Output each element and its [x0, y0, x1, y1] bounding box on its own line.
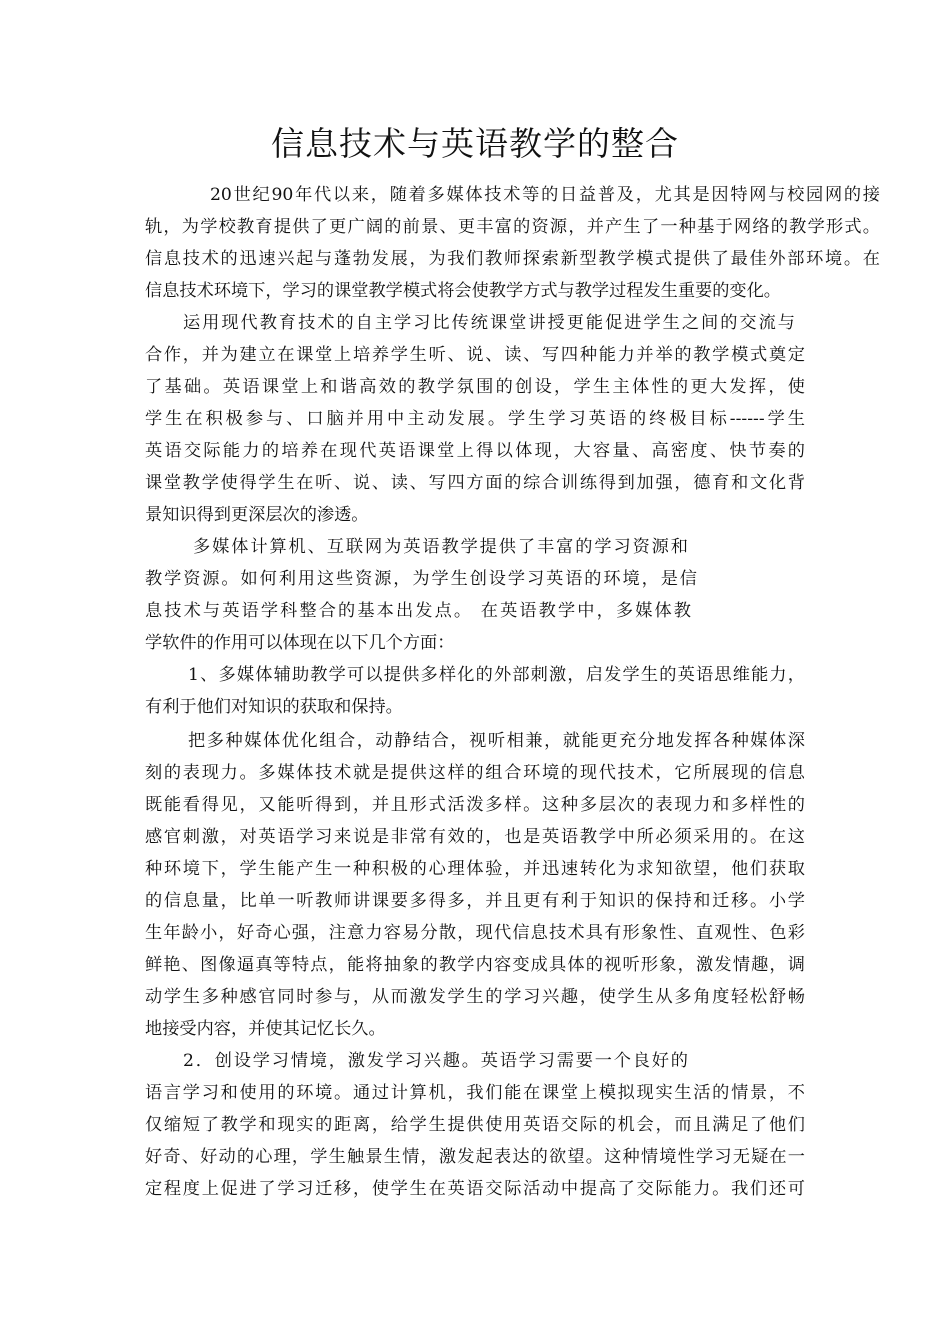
paragraph-line: 感官刺激，对英语学习来说是非常有效的，也是英语教学中所必须采用的。在这 [145, 827, 805, 847]
paragraph-line: 既能看得见，又能听得到，并且形式活泼多样。这种多层次的表现力和多样性的 [145, 795, 805, 815]
paragraph-line: 信息技术环境下，学习的课堂教学模式将会使教学方式与教学过程发生重要的变化。 [145, 281, 781, 301]
paragraph-line: 运用现代教育技术的自主学习比传统课堂讲授更能促进学生之间的交流与 [183, 313, 795, 333]
paragraph-line: 鲜艳、图像逼真等特点，能将抽象的教学内容变成具体的视听形象，激发情趣，调 [145, 955, 805, 975]
paragraph-line: 1、多媒体辅助教学可以提供多样化的外部刺激，启发学生的英语思维能力， [188, 665, 805, 685]
paragraph-line: 学软件的作用可以体现在以下几个方面： [145, 633, 455, 653]
paragraph-line: 信息技术的迅速兴起与蓬勃发展，为我们教师探索新型教学模式提供了最佳外部环境。在 [145, 249, 880, 269]
paragraph-line: 学生在积极参与、口脑并用中主动发展。学生学习英语的终极目标------学生 [145, 409, 805, 429]
paragraph-line: 20世纪90年代以来，随着多媒体技术等的日益普及，尤其是因特网与校园网的接 [210, 185, 880, 205]
paragraph-line: 了基础。英语课堂上和谐高效的教学氛围的创设，学生主体性的更大发挥，使 [145, 377, 805, 397]
document-title: 信息技术与英语教学的整合 [271, 124, 679, 163]
paragraph-line: 课堂教学使得学生在听、说、读、写四方面的综合训练得到加强，德育和文化背 [145, 473, 805, 493]
paragraph-line: 景知识得到更深层次的渗透。 [145, 505, 369, 525]
paragraph-line: 息技术与英语学科整合的基本出发点。 在英语教学中，多媒体教 [145, 601, 691, 621]
paragraph-line: 2．创设学习情境，激发学习兴趣。英语学习需要一个良好的 [183, 1051, 688, 1071]
paragraph-line: 有利于他们对知识的获取和保持。 [145, 697, 403, 717]
paragraph-line: 语言学习和使用的环境。通过计算机，我们能在课堂上模拟现实生活的情景，不 [145, 1083, 805, 1103]
paragraph-line: 好奇、好动的心理，学生触景生情，激发起表达的欲望。这种情境性学习无疑在一 [145, 1147, 805, 1167]
paragraph-line: 种环境下，学生能产生一种积极的心理体验，并迅速转化为求知欲望，他们获取 [145, 859, 805, 879]
paragraph-line: 把多种媒体优化组合，动静结合，视听相兼，就能更充分地发挥各种媒体深 [188, 731, 805, 751]
paragraph-line: 多媒体计算机、互联网为英语教学提供了丰富的学习资源和 [193, 537, 688, 557]
paragraph-line: 动学生多种感官同时参与，从而激发学生的学习兴趣，使学生从多角度轻松舒畅 [145, 987, 805, 1007]
paragraph-line: 仅缩短了教学和现实的距离，给学生提供使用英语交际的机会，而且满足了他们 [145, 1115, 805, 1135]
paragraph-line: 刻的表现力。多媒体技术就是提供这样的组合环境的现代技术，它所展现的信息 [145, 763, 805, 783]
paragraph-line: 生年龄小，好奇心强，注意力容易分散，现代信息技术具有形象性、直观性、色彩 [145, 923, 805, 943]
paragraph-line: 定程度上促进了学习迁移，使学生在英语交际活动中提高了交际能力。我们还可 [145, 1179, 805, 1199]
paragraph-line: 英语交际能力的培养在现代英语课堂上得以体现，大容量、高密度、快节奏的 [145, 441, 805, 461]
paragraph-line: 地接受内容，并使其记忆长久。 [145, 1019, 386, 1039]
paragraph-line: 合作，并为建立在课堂上培养学生听、说、读、写四种能力并举的教学模式奠定 [145, 345, 805, 365]
paragraph-line: 轨，为学校教育提供了更广阔的前景、更丰富的资源，并产生了一种基于网络的教学形式。 [145, 217, 880, 237]
paragraph-line: 教学资源。如何利用这些资源，为学生创设学习英语的环境，是信 [145, 569, 697, 589]
paragraph-line: 的信息量，比单一听教师讲课要多得多，并且更有利于知识的保持和迁移。小学 [145, 891, 805, 911]
